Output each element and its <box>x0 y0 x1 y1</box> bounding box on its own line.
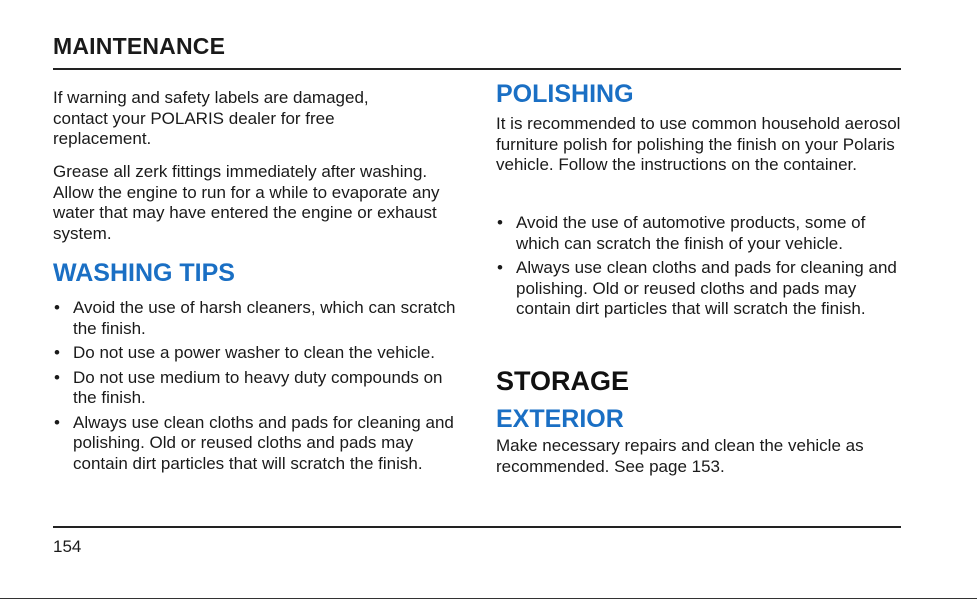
list-item <box>53 368 458 409</box>
washing-tips-list <box>53 298 458 478</box>
bullet-glyph: • <box>497 213 503 232</box>
label-replacement-paragraph: If warning and safety labels are damaged, contact your POLARIS dealer for free replacement. <box>53 88 369 148</box>
polishing-list <box>496 213 906 324</box>
bullet-glyph: • <box>54 412 60 432</box>
polishing-paragraph: It is recommended to use common household aerosol furniture polish for polishing the finish on your Polaris vehicle. Follow the instructions on the container. <box>496 114 901 174</box>
list-item <box>53 298 458 339</box>
bullet-glyph: • <box>54 367 60 387</box>
list-item <box>496 213 906 254</box>
page-edge-divider <box>0 598 977 599</box>
bullet-glyph: • <box>497 258 503 277</box>
bullet-glyph: • <box>54 298 60 317</box>
list-item-text: Avoid the use of harsh cleaners, which can scratch the finish. <box>73 298 456 338</box>
list-item-text: Avoid the use of automotive products, some of which can scratch the finish of your vehicle. <box>516 213 866 253</box>
list-item <box>496 258 906 320</box>
header-rule <box>53 68 901 70</box>
page-section-title: MAINTENANCE <box>53 33 226 59</box>
exterior-paragraph: Make necessary repairs and clean the vehicle as recommended. See page 153. <box>496 436 864 476</box>
page-number: 154 <box>53 537 82 556</box>
list-item <box>53 413 458 475</box>
bullet-glyph: • <box>54 343 60 362</box>
washing-tips-heading: WASHING TIPS <box>53 259 235 287</box>
list-item-text: Do not use a power washer to clean the vehicle. <box>73 343 435 362</box>
list-item-text: Always use clean cloths and pads for cleaning and polishing. Old or reused cloths and pads may contain dirt particles that will scratch the finish. <box>516 258 897 318</box>
storage-heading: STORAGE <box>496 366 630 396</box>
list-item-text: Do not use medium to heavy duty compounds on the finish. <box>73 367 443 407</box>
list-item-text: Always use clean cloths and pads for cleaning and polishing. Old or reused cloths and pads may contain dirt particles that will scratch the finish. <box>73 412 454 473</box>
exterior-heading: EXTERIOR <box>496 405 624 433</box>
list-item <box>53 343 458 364</box>
polishing-heading: POLISHING <box>496 80 634 108</box>
grease-paragraph: Grease all zerk fittings immediately after washing. Allow the engine to run for a while to evaporate any water that may have entered the engine or exhaust system. <box>53 162 440 243</box>
footer-rule <box>53 526 901 528</box>
